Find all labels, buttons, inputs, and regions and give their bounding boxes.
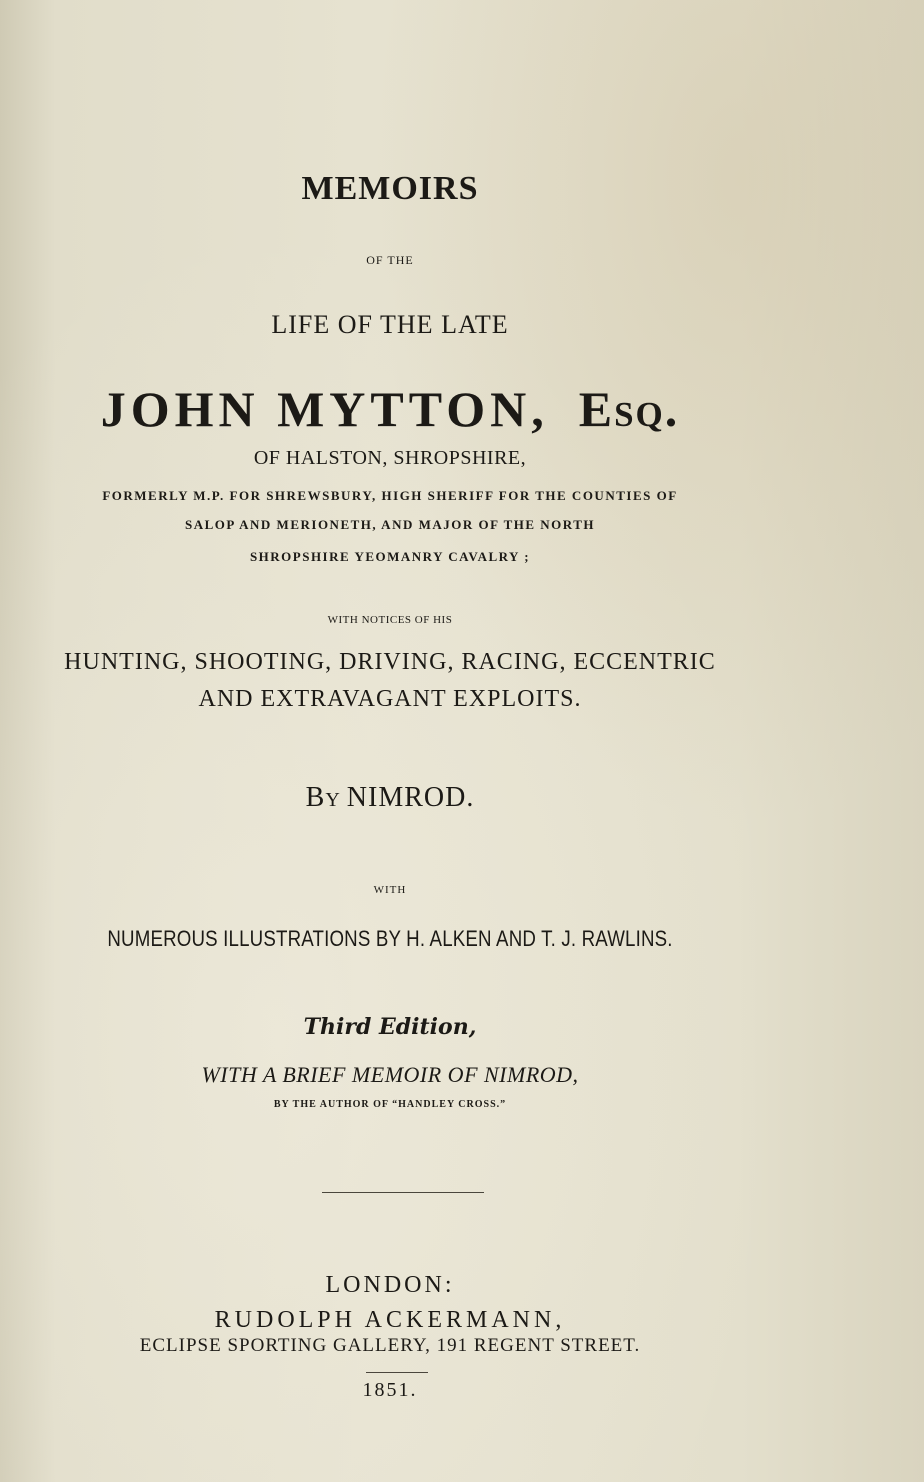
divider-rule: [322, 1192, 484, 1193]
imprint-city: LONDON:: [325, 1272, 455, 1298]
title-memoirs: MEMOIRS: [301, 170, 479, 207]
memoir-author: BY THE AUTHOR OF “HANDLEY CROSS.”: [273, 1099, 507, 1110]
imprint-year: 1851.: [362, 1379, 418, 1401]
offices-line-1: FORMERLY M.P. FOR SHREWSBURY, HIGH SHERIFF FOR THE COUNTIES OF: [102, 488, 678, 503]
subject-residence: OF HALSTON, SHROPSHIRE,: [253, 447, 527, 469]
year-rule: [366, 1372, 428, 1373]
with-word: WITH: [373, 884, 407, 896]
title-of-the: OF THE: [366, 253, 414, 267]
offices-line-2: SALOP AND MERIONETH, AND MAJOR OF THE NORTH: [184, 517, 596, 532]
subject-esq: Esq.: [578, 381, 680, 437]
edition-statement: Third Edition,: [303, 1014, 477, 1040]
notices-intro: WITH NOTICES OF HIS: [327, 614, 453, 626]
imprint-address: ECLIPSE SPORTING GALLERY, 191 REGENT STREET.: [139, 1335, 641, 1356]
pursuits-line-2: AND EXTRAVAGANT EXPLOITS.: [198, 686, 582, 712]
imprint-publisher: RUDOLPH ACKERMANN,: [214, 1307, 566, 1333]
memoir-note: WITH A BRIEF MEMOIR OF NIMROD,: [201, 1062, 579, 1087]
byline-author: NIMROD.: [346, 782, 475, 813]
offices-line-3: SHROPSHIRE YEOMANRY CAVALRY ;: [249, 549, 531, 564]
subject-name-text: JOHN MYTTON,: [100, 381, 549, 437]
title-life-of-the-late: LIFE OF THE LATE: [271, 310, 509, 339]
subject-name: [0, 380, 780, 438]
pursuits-line-1: HUNTING, SHOOTING, DRIVING, RACING, ECCENTRIC: [64, 649, 716, 675]
byline-by: By: [305, 782, 341, 813]
byline: [0, 782, 780, 814]
illustrations-credit: NUMEROUS ILLUSTRATIONS BY H. ALKEN AND T. J. RAWLINS.: [107, 926, 673, 951]
